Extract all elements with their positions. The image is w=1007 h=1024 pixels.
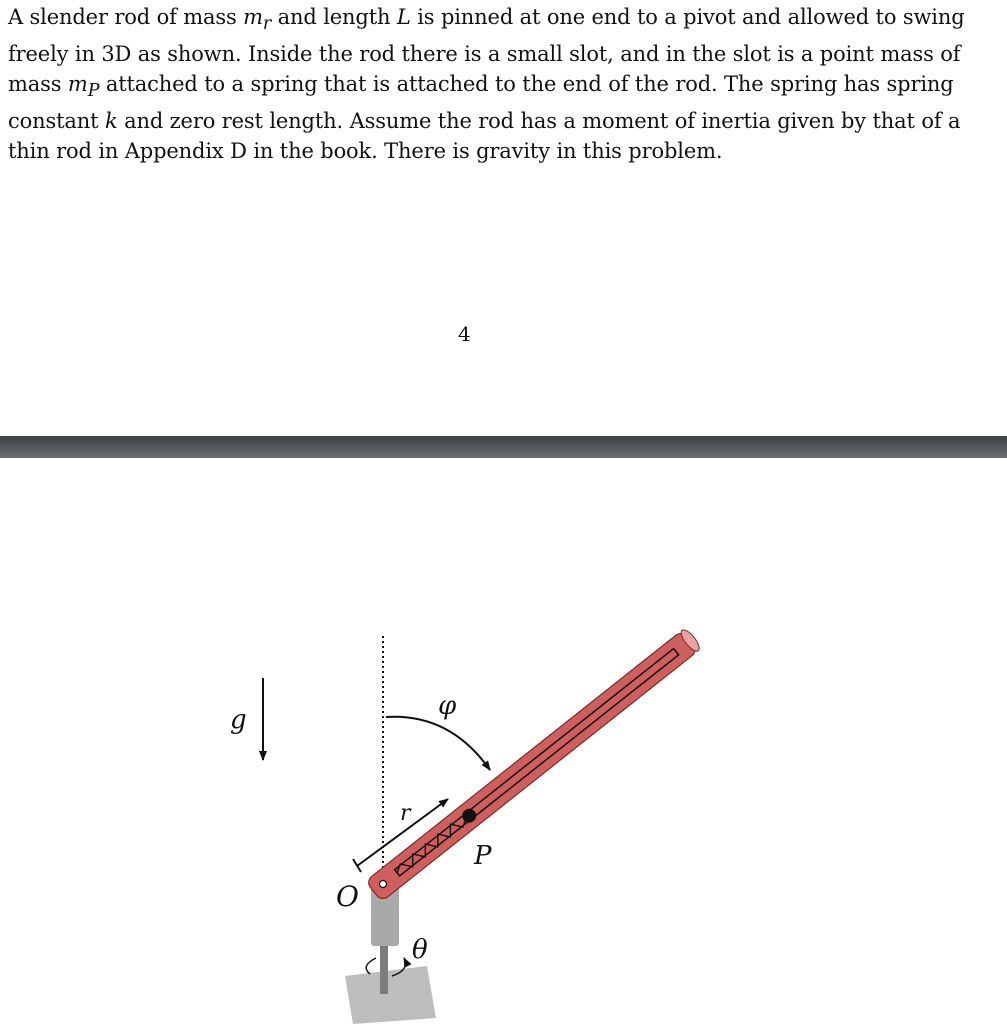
problem-line-3: mass $m_P$ attached to a spring that is attached to the end of the rod. The spring has spring (8, 72, 954, 102)
rod-body (366, 630, 699, 901)
gravity-label: g (230, 705, 247, 735)
phi-label: φ (438, 691, 457, 721)
problem-line-1: A slender rod of mass $m_r$ and length L is pinned at one end to a pivot and allowed to swing (8, 5, 965, 35)
problem-statement (8, 2, 986, 166)
rod (366, 627, 703, 901)
problem-line-4: constant k and zero rest length. Assume the rod has a moment of inertia given by that of a (8, 109, 961, 134)
problem-line-2: freely in 3D as shown. Inside the rod there is a small slot, and in the slot is a point mass of (8, 42, 961, 67)
pivot-shaft (380, 940, 388, 994)
r-label: r (400, 801, 411, 826)
mass-point-symbol: $m_P$ (67, 72, 100, 102)
base-plate (345, 966, 436, 1024)
pdf-page-top (0, 0, 1007, 436)
page-number: 4 (458, 322, 471, 346)
problem-line-5: thin rod in Appendix D in the book. There is gravity in this problem. (8, 139, 723, 164)
spin-arrow-back (366, 958, 376, 974)
mass-rod-symbol: $m_r$ (243, 5, 272, 35)
theta-label: θ (412, 935, 428, 965)
phi-arc-arrow (386, 717, 490, 770)
page-separator (0, 436, 1007, 458)
pendulum-figure (0, 458, 1007, 1024)
point-p-label: P (474, 841, 492, 871)
origin-label: O (336, 880, 359, 913)
spring-constant-symbol: k (104, 109, 118, 134)
length-symbol: L (396, 5, 411, 29)
